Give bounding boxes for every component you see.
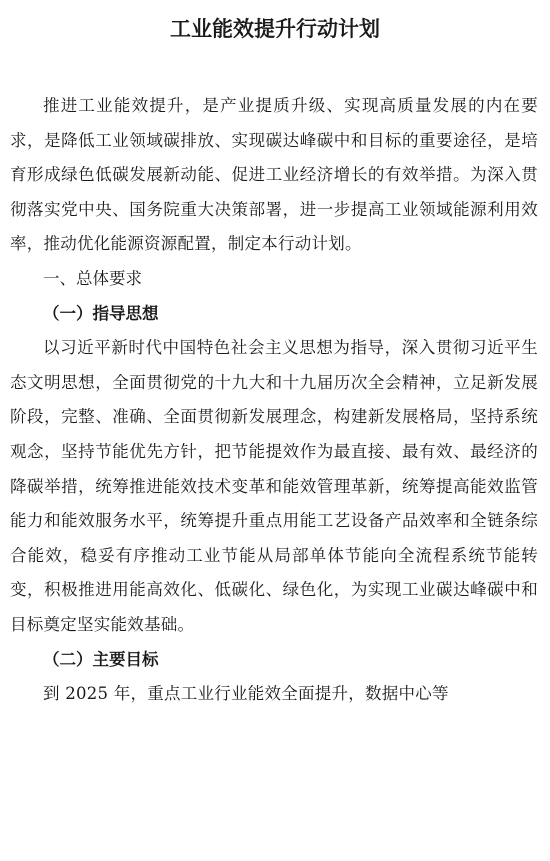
section-heading-general-requirements: 一、总体要求 — [43, 268, 142, 288]
subsection-heading-guiding-ideology: （一）指导思想 — [43, 303, 159, 323]
subsection-heading-main-goals: （二）主要目标 — [43, 649, 159, 669]
main-goals-paragraph: 到 2025 年，重点工业行业能效全面提升，数据中心等 — [43, 684, 449, 704]
document-title: 工业能效提升行动计划 — [170, 17, 380, 41]
document-body — [10, 89, 538, 712]
intro-paragraph: 推进工业能效提升，是产业提质升级、实现高质量发展的内在要求，是降低工业领域碳排放、实现碳达峰碳中和目标的重要途径，是培育形成绿色低碳发展新动能、促进工业经济增长的有效举措。为深入贯彻落实党中央、国务院重大决策部署，进一步提高工业领域能源利用效率，推动优化能源资源配置，制定本行动计划。 — [10, 96, 538, 254]
guiding-ideology-paragraph: 以习近平新时代中国特色社会主义思想为指导，深入贯彻习近平生态文明思想，全面贯彻党的十九大和十九届历次全会精神，立足新发展阶段，完整、准确、全面贯彻新发展理念，构建新发展格局，坚持系统观念，坚持节能优先方针，把节能提效作为最直接、最有效、最经济的降碳举措，统筹推进能效技术变革和能效管理革新，统筹提高能效监管能力和能效服务水平，统筹提升重点用能工艺设备产品效率和全链条综合能效，稳妥有序推动工业节能从局部单体节能向全流程系统节能转变，积极推进用能高效化、低碳化、绿色化，为实现工业碳达峰碳中和目标奠定坚实能效基础。 — [10, 338, 538, 634]
